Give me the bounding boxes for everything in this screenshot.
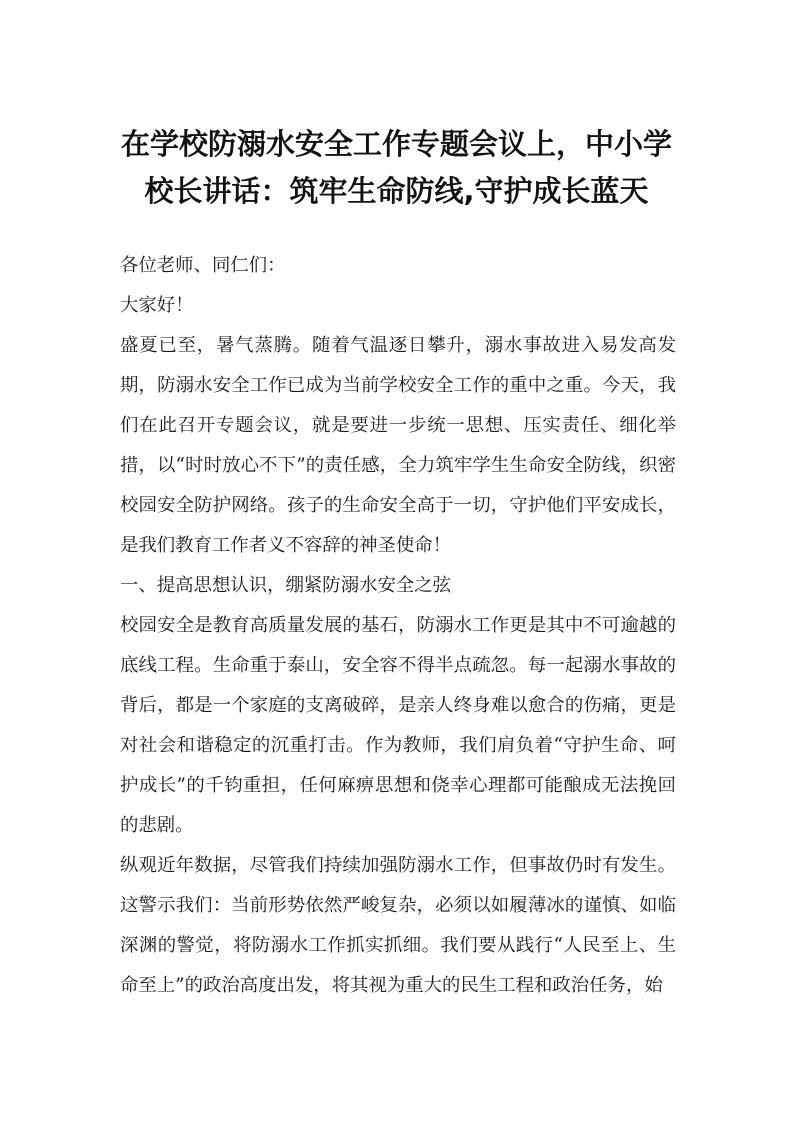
- paragraph-intro: 盛夏已至，暑气蒸腾。随着气温逐日攀升，溺水事故进入易发高发期，防溺水安全工作已成为当前学校安全工作的重中之重。今天，我们在此召开专题会议，就是要进一步统一思想、压实责任、细化举措，以“时时放心不下”的责任感，全力筑牢学生生命安全防线，织密校园安全防护网络。孩子的生命安全高于一切，守护他们平安成长，是我们教育工作者义不容辞的神圣使命！: [120, 335, 676, 556]
- title-line-2: 校长讲话：筑牢生命防线,守护成长蓝天: [144, 174, 649, 208]
- section-heading-1: 一、提高思想认识，绷紧防溺水安全之弦: [120, 575, 452, 596]
- paragraph-section1-a: 校园安全是教育高质量发展的基石，防溺水工作更是其中不可逾越的底线工程。生命重于泰山，安全容不得半点疏忽。每一起溺水事故的背后，都是一个家庭的支离破碎，是亲人终身难以愈合的伤痛，更是对社会和谐稳定的沉重打击。作为教师，我们肩负着“守护生命、呵护成长”的千钧重担，任何麻痹思想和侥幸心理都可能酿成无法挽回的悲剧。: [120, 615, 676, 836]
- document-title: [115, 121, 678, 215]
- document-body: [120, 246, 676, 1006]
- paragraph-section1-b: 纵观近年数据，尽管我们持续加强防溺水工作，但事故仍时有发生。这警示我们：当前形势依然严峻复杂，必须以如履薄冰的谨慎、如临深渊的警觉，将防溺水工作抓实抓细。我们要从践行“人民至上、生命至上”的政治高度出发，将其视为重大的民生工程和政治任务，始: [120, 855, 676, 996]
- greeting: 大家好！: [120, 295, 194, 316]
- title-line-1: 在学校防溺水安全工作专题会议上，中小学: [120, 127, 672, 161]
- salutation: 各位老师、同仁们：: [120, 255, 286, 276]
